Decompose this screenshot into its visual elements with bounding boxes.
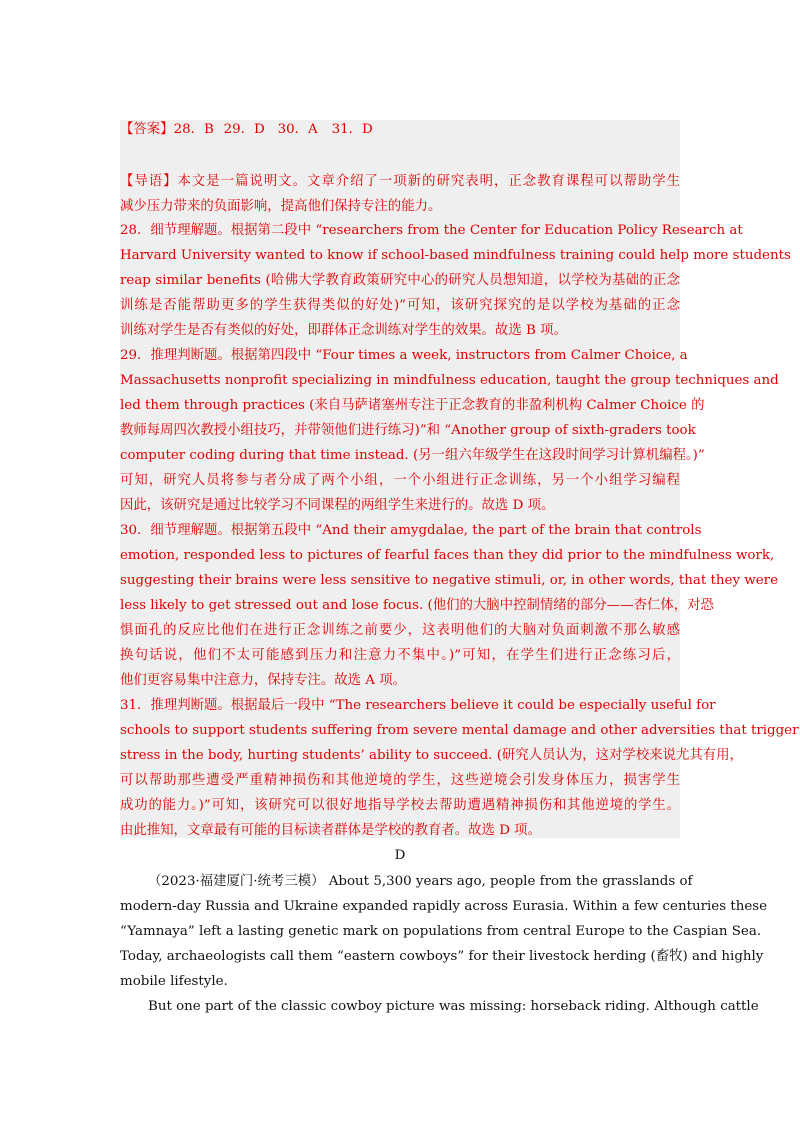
- passage-line: mobile lifestyle.: [120, 974, 228, 989]
- q30-line: emotion, responded less to pictures of fearful faces than they did prior to the mindfulness work,: [120, 548, 775, 563]
- passage-line: “Yamnaya” left a lasting genetic mark on populations from central Europe to the Caspian Sea.: [120, 924, 762, 939]
- guide-line: 【导语】本文是一篇说明文。文章介绍了一项新的研究表明，正念教育课程可以帮助学生: [120, 174, 680, 189]
- answer-item-31: 31．D: [331, 122, 373, 137]
- q29-line: led them through practices (来自马萨诸塞州专注于正念教育的非盈利机构 Calmer Choice 的: [120, 398, 705, 413]
- q30-line: less likely to get stressed out and lose focus. (他们的大脑中控制情绪的部分——杏仁体，对恐: [120, 598, 714, 613]
- q31-line: 可以帮助那些遭受严重精神损伤和其他逆境的学生，这些逆境会引发身体压力，损害学生: [120, 773, 680, 788]
- q29-line: 可知，研究人员将参与者分成了两个小组，一个小组进行正念训练，另一个小组学习编程: [120, 473, 680, 488]
- answer-label: 【答案】: [120, 122, 174, 137]
- q28-line: reap similar benefits (哈佛大学教育政策研究中心的研究人员想知道，以学校为基础的正念: [120, 273, 680, 288]
- answer-item-29: 29．D: [223, 122, 265, 137]
- q29-line: computer coding during that time instead. (另一组六年级学生在这段时间学习计算机编程。)”: [120, 448, 705, 463]
- passage-line: Today, archaeologists call them “eastern cowboys” for their livestock herding (畜牧) and highly: [120, 949, 764, 964]
- answer-item-30: 30．A: [277, 122, 318, 137]
- q31-line: schools to support students suffering from severe mental damage and other adversities that trigger: [120, 723, 799, 738]
- answer-item-28: 28．B: [173, 122, 214, 137]
- q28-line: 28．细节理解题。根据第二段中 “researchers from the Center for Education Policy Research at: [120, 223, 743, 238]
- q30-line: suggesting their brains were less sensitive to negative stimuli, or, in other words, that they were: [120, 573, 779, 588]
- q29-line: 因此，该研究是通过比较学习不同课程的两组学生来进行的。故选 D 项。: [120, 498, 555, 513]
- q30-line: 惧面孔的反应比他们在进行正念训练之前要少，这表明他们的大脑对负面刺激不那么敏感: [120, 623, 680, 638]
- q29-line: 教师每周四次教授小组技巧，并带领他们进行练习)”和 “Another group of sixth-graders took: [120, 423, 696, 438]
- q29-line: 29．推理判断题。根据第四段中 “Four times a week, instructors from Calmer Choice, a: [120, 348, 688, 363]
- q30-line: 他们更容易集中注意力，保持专注。故选 A 项。: [120, 673, 406, 688]
- passage-line: But one part of the classic cowboy picture was missing: horseback riding. Although cattle: [148, 999, 759, 1014]
- q28-line: 训练是否能帮助更多的学生获得类似的好处)”可知，该研究探究的是以学校为基础的正念: [120, 298, 680, 313]
- passage-line: （2023·福建厦门·统考三模） About 5,300 years ago, people from the grasslands of: [148, 874, 693, 889]
- q28-line: Harvard University wanted to know if school-based mindfulness training could help more students: [120, 248, 791, 263]
- q29-line: Massachusetts nonprofit specializing in mindfulness education, taught the group techniques and: [120, 373, 779, 388]
- q31-line: 由此推知，文章最有可能的目标读者群体是学校的教育者。故选 D 项。: [120, 823, 541, 838]
- answer-line: [120, 117, 680, 142]
- q30-line: 30．细节理解题。根据第五段中 “And their amygdalae, the part of the brain that controls: [120, 523, 702, 538]
- q28-line: 训练对学生是否有类似的好处，即群体正念训练对学生的效果。故选 B 项。: [120, 323, 567, 338]
- q31-line: stress in the body, hurting students’ ability to succeed. (研究人员认为，这对学校来说尤其有用，: [120, 748, 743, 763]
- passage-heading: D: [394, 848, 406, 863]
- passage-line: modern-day Russia and Ukraine expanded rapidly across Eurasia. Within a few centuries these: [120, 899, 768, 914]
- guide-line: 减少压力带来的负面影响，提高他们保持专注的能力。: [120, 199, 442, 214]
- q31-line: 31．推理判断题。根据最后一段中 “The researchers believe it could be especially useful for: [120, 698, 716, 713]
- q30-line: 换句话说，他们不太可能感到压力和注意力不集中。)”可知，在学生们进行正念练习后，: [120, 648, 680, 663]
- q31-line: 成功的能力。)”可知，该研究可以很好地指导学校去帮助遭遇精神损伤和其他逆境的学生。: [120, 798, 680, 813]
